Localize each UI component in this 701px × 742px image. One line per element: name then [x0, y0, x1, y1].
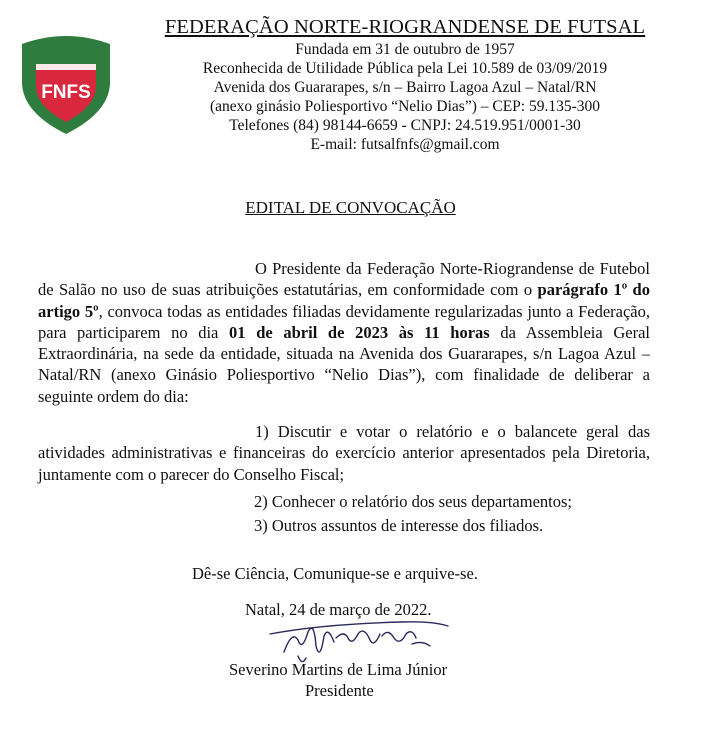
logo-text: FNFS	[41, 82, 91, 103]
intro-bold-article: parágrafo 1º do artigo 5º	[38, 280, 650, 321]
signer-name: Severino Martins de Lima Júnior	[229, 660, 448, 679]
intro-text-1: O Presidente da Federação Norte-Riograndense de Futebol de Salão no uso de suas atribuições estatutárias, em conformidade com o	[38, 259, 650, 300]
letterhead	[150, 14, 660, 154]
intro-bold-date: 01 de abril de 2023 às 11 horas	[229, 322, 490, 342]
agenda-item-2: 2) Conhecer o relatório dos seus departamentos;	[254, 492, 572, 511]
intro-text-2: , convoca todas as entidades filiadas devidamente regularizadas junto a Federação, para participarem no dia	[38, 301, 650, 342]
intro-paragraph	[38, 258, 650, 407]
recognition-line: Reconhecida de Utilidade Pública pela Lei 10.589 de 03/09/2019	[202, 60, 608, 77]
intro-text-3: da Assembleia Geral Extraordinária, na sede da entidade, situada na Avenida dos Guararapes, s/n Lagoa Azul – Natal/RN (anexo Ginásio Poliesportivo “Nelio Dias”), com finalidade de deliberar a seguinte ordem do dia:	[38, 322, 650, 406]
agenda-item-3: 3) Outros assuntos de interesse dos filiados.	[254, 516, 544, 535]
organization-name: FEDERAÇÃO NORTE-RIOGRANDENSE DE FUTSAL	[164, 16, 646, 38]
founding-line: Fundada em 31 de outubro de 1957	[295, 41, 515, 58]
closing-line: Dê-se Ciência, Comunique-se e arquive-se.	[192, 564, 478, 583]
fnfs-logo	[18, 30, 114, 135]
address-line: Avenida dos Guararapes, s/n – Bairro Lagoa Azul – Natal/RN	[213, 79, 597, 96]
document-title: EDITAL DE CONVOCAÇÃO	[245, 198, 456, 217]
signer-role: Presidente	[305, 681, 374, 700]
agenda-item-1: 1) Discutir e votar o relatório e o balancete geral das atividades administrativas e financeiras do exercício anterior apresentados pela Diretoria, juntamente com o parecer do Conselho Fiscal;	[38, 422, 650, 484]
phone-cnpj-line: Telefones (84) 98144-6659 - CNPJ: 24.519.951/0001-30	[229, 117, 581, 134]
place-date: Natal, 24 de março de 2022.	[245, 600, 432, 619]
email-line: E-mail: futsalfnfs@gmail.com	[310, 136, 500, 153]
logo-shield-white-stripe	[36, 64, 96, 70]
annex-cep-line: (anexo ginásio Poliesportivo “Nelio Dias”) – CEP: 59.135-300	[209, 98, 601, 115]
